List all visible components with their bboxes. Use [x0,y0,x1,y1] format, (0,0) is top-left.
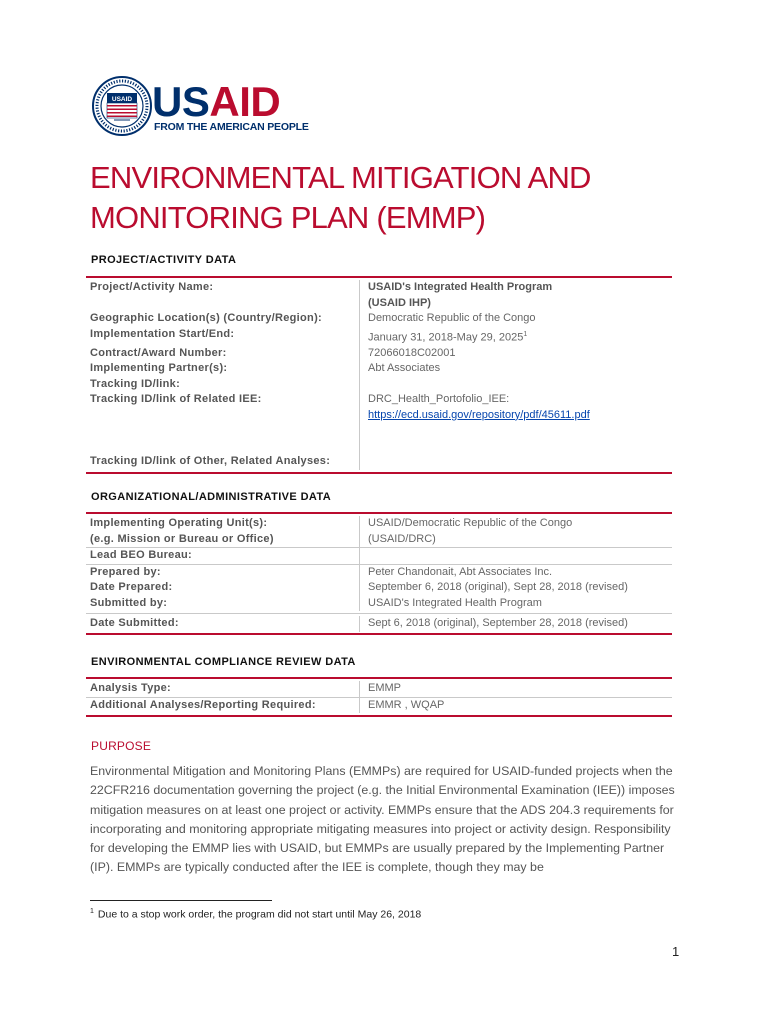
impl-label: Implementation Start/End: [86,327,360,346]
footnote-marker: 1 [90,908,94,915]
table-row [86,596,672,615]
beo-label: Lead BEO Bureau: [86,548,360,564]
date-submitted-value: Sept 6, 2018 (original), September 28, 2018 (revised) [368,617,628,629]
footnote-divider [90,900,272,901]
table-row [86,614,672,635]
table-row [86,377,672,393]
table-row [86,565,672,581]
compliance-table [86,677,672,717]
geo-label: Geographic Location(s) (Country/Region): [86,311,360,327]
project-name-value: USAID's Integrated Health Program (USAID IHP) [368,281,553,309]
unit-value: USAID/Democratic Republic of the Congo (USAID/DRC) [368,517,573,545]
org-section-heading: ORGANIZATIONAL/ADMINISTRATIVE DATA [91,491,332,503]
usaid-logo [92,76,309,138]
prepared-by-label: Prepared by: [86,565,360,581]
table-row [86,698,672,718]
table-row [86,679,672,698]
usaid-seal-icon [92,76,152,136]
date-prepared-value: September 6, 2018 (original), Sept 28, 2018 (revised) [368,581,628,593]
table-row [86,580,672,596]
table-row [86,392,672,454]
tracking-iee-value: DRC_Health_Portofolio_IEE: https://ecd.usaid.gov/repository/pdf/45611.pdf [360,392,672,454]
tracking-label: Tracking ID/link: [86,377,360,393]
svg-text:USAID: USAID [111,96,133,103]
geo-value: Democratic Republic of the Congo [368,312,536,324]
usaid-wordmark: USAID [152,78,281,125]
tracking-iee-label: Tracking ID/link of Related IEE: [86,392,360,454]
analysis-type-label: Analysis Type: [86,681,360,697]
table-row [86,346,672,362]
footnote [90,908,421,921]
table-row [86,361,672,377]
table-row [86,327,672,346]
org-table [86,512,672,635]
table-row [86,548,672,565]
project-section-heading: PROJECT/ACTIVITY DATA [91,254,237,266]
analysis-type-value: EMMP [368,682,401,694]
partner-value: Abt Associates [368,362,441,375]
contract-label: Contract/Award Number: [86,346,360,362]
table-row [86,454,672,474]
project-table [86,276,672,474]
additional-analyses-label: Additional Analyses/Reporting Required: [86,698,360,714]
table-row [86,278,672,311]
contract-value: 72066018C02001 [368,346,456,359]
tracking-other-label: Tracking ID/link of Other, Related Analyses: [86,454,360,470]
unit-label: Implementing Operating Unit(s): (e.g. Mission or Bureau or Office) [86,516,360,547]
footnote-ref[interactable]: 1 [523,330,528,338]
logo-tagline: FROM THE AMERICAN PEOPLE [154,121,309,133]
project-name-label: Project/Activity Name: [86,280,360,311]
table-row [86,514,672,548]
prepared-by-value: Peter Chandonait, Abt Associates Inc. [368,565,553,578]
document-title: ENVIRONMENTAL MITIGATION AND MONITORING PLAN (EMMP) [90,160,591,235]
partner-label: Implementing Partner(s): [86,361,360,377]
submitted-by-label: Submitted by: [86,596,360,612]
date-submitted-label: Date Submitted: [86,616,360,632]
impl-value: January 31, 2018-May 29, 2025$^1$ [368,330,528,344]
date-prepared-label: Date Prepared: [86,580,360,596]
compliance-section-heading: ENVIRONMENTAL COMPLIANCE REVIEW DATA [91,656,356,668]
purpose-paragraph: Environmental Mitigation and Monitoring Plans (EMMPs) are required for USAID-funded projects when the 22CFR216 documentation governing the project (e.g. the Initial Environmental Examination (IEE)) imposes mitigation measures on at least one project or activity. EMMPs ensure that the ADS 204.3 requirements for incorporating and monitoring appropriate mitigating measures into project or activity design. Responsibility for developing the EMMP lies with USAID, but EMMPs are usually prepared by the Implementing Partner (IP). EMMPs are typically conducted after the IEE is complete, though they may be [90,764,675,875]
page-number: 1 [672,944,680,959]
iee-link[interactable]: https://ecd.usaid.gov/repository/pdf/45611.pdf [368,408,590,421]
submitted-by-value: USAID's Integrated Health Program [368,596,542,609]
additional-analyses-value: EMMR , WQAP [368,698,445,711]
table-row [86,311,672,327]
footnote-text: Due to a stop work order, the program did not start until May 26, 2018 [97,908,422,921]
purpose-heading: PURPOSE [91,739,152,753]
